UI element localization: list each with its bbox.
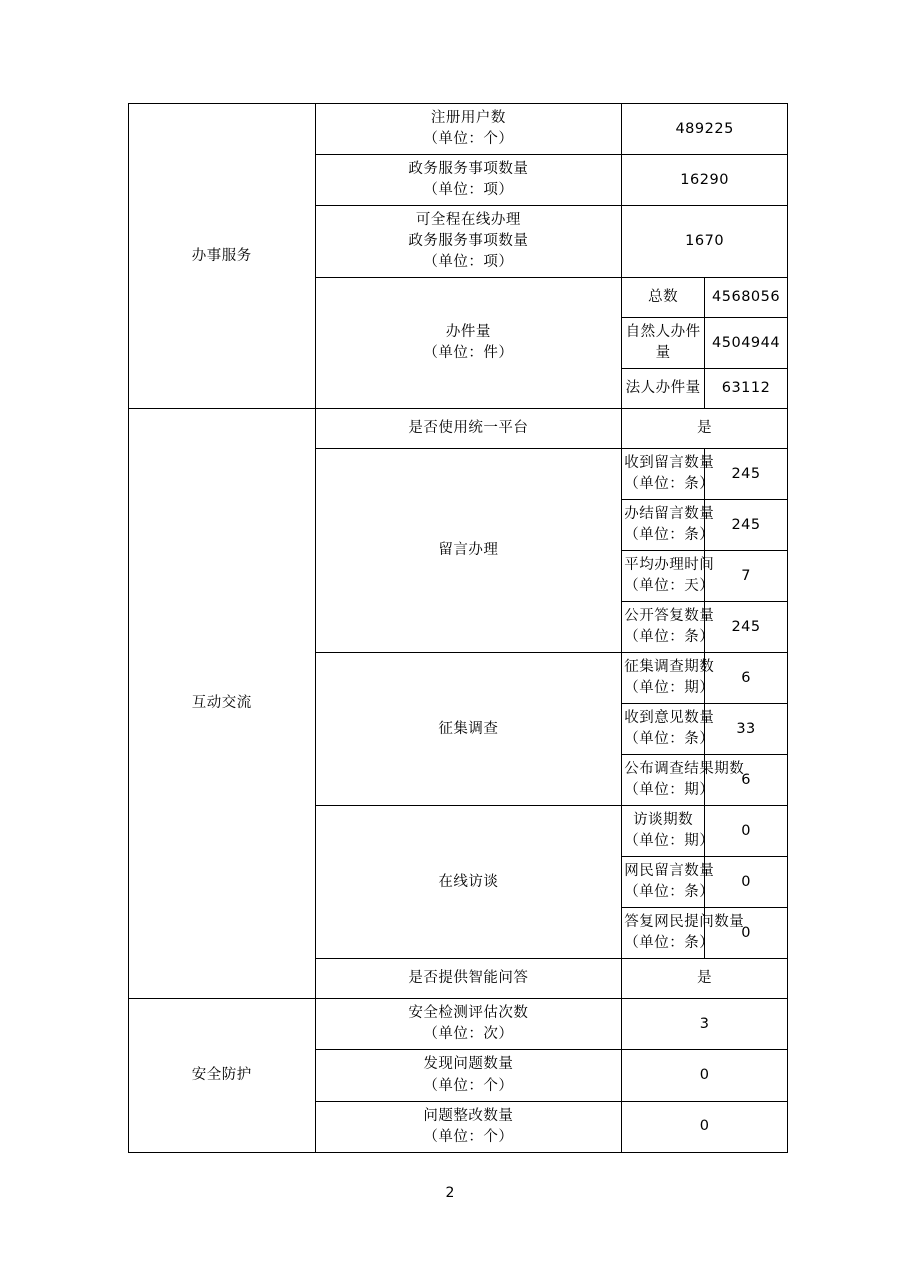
value-cell xyxy=(705,500,788,551)
sub-item-cell-netizen-replies xyxy=(622,908,745,959)
item-cell-unified-platform xyxy=(315,409,622,449)
item-label: 注册用户数 xyxy=(430,110,506,126)
sub-item-cell-natural-person xyxy=(622,318,705,369)
sub-item-label: 网民留言数量 xyxy=(624,863,715,880)
value-cell xyxy=(622,155,788,206)
category-cell-anquanfanghu xyxy=(129,999,316,1152)
item-unit: （单位：次） xyxy=(423,1026,514,1043)
value-cell xyxy=(705,602,788,653)
value-cell xyxy=(705,857,788,908)
item-label: 征集调查 xyxy=(438,720,499,737)
sub-item-cell-public-replies xyxy=(622,602,715,653)
value-text: 16290 xyxy=(680,171,729,188)
value-text: 245 xyxy=(731,618,761,635)
value-cell xyxy=(622,409,788,449)
item-cell-problems-rectified xyxy=(315,1101,622,1152)
sub-item-unit: （单位：条） xyxy=(624,935,715,952)
item-label: 发现问题数量 xyxy=(423,1056,514,1073)
item-label-line2: 政务服务事项数量 xyxy=(408,233,529,250)
government-website-statistics-table xyxy=(128,103,788,1153)
item-unit: （单位：个） xyxy=(423,131,514,148)
value-cell xyxy=(705,369,788,409)
value-cell xyxy=(622,959,788,999)
item-unit: （单位：项） xyxy=(423,254,514,271)
sub-item-cell-total xyxy=(622,278,705,318)
item-unit: （单位：个） xyxy=(423,1077,514,1094)
sub-item-cell-interview-periods xyxy=(622,806,715,857)
item-cell-security-assessments xyxy=(315,999,622,1050)
value-text: 是 xyxy=(697,970,713,987)
value-text: 4504944 xyxy=(712,334,781,351)
sub-item-unit: （单位：期） xyxy=(624,833,715,850)
item-cell-service-matters-count xyxy=(315,155,622,206)
sub-item-unit: （单位：条） xyxy=(624,476,715,493)
sub-item-cell-results-published xyxy=(622,755,745,806)
item-label: 办件量 xyxy=(445,324,491,341)
sub-item-label: 平均办理时间 xyxy=(624,557,715,574)
value-text: 0 xyxy=(741,924,751,941)
value-cell xyxy=(622,999,788,1050)
value-text: 是 xyxy=(697,420,713,437)
sub-item-label: 法人办件量 xyxy=(625,380,701,397)
sub-item-cell-messages-received xyxy=(622,449,715,500)
item-cell-registered-users xyxy=(315,104,622,155)
table-row xyxy=(129,999,788,1050)
sub-item-label: 公开答复数量 xyxy=(624,608,715,625)
item-cell-full-online-matters xyxy=(315,206,622,278)
item-cell-smart-qa xyxy=(315,959,622,999)
sub-item-cell-legal-person xyxy=(622,369,705,409)
sub-item-label: 访谈期数 xyxy=(633,812,694,829)
value-cell xyxy=(622,1101,788,1152)
value-text: 3 xyxy=(699,1015,710,1032)
sub-item-label: 征集调查期数 xyxy=(624,659,715,676)
item-label: 政务服务事项数量 xyxy=(408,161,529,178)
value-text: 63112 xyxy=(721,380,771,397)
sub-item-unit: （单位：期） xyxy=(624,782,715,799)
value-text: 245 xyxy=(731,465,761,482)
item-label: 是否使用统一平台 xyxy=(408,420,529,437)
item-cell-message-handling xyxy=(315,449,622,653)
sub-item-label: 收到意见数量 xyxy=(624,710,715,727)
value-cell xyxy=(705,278,788,318)
sub-item-cell-opinions-received xyxy=(622,704,715,755)
item-label-line1: 可全程在线办理 xyxy=(415,212,521,229)
value-cell xyxy=(705,704,788,755)
category-label: 办事服务 xyxy=(191,247,252,264)
value-cell xyxy=(622,1050,788,1101)
page-number: 2 xyxy=(445,1185,455,1201)
item-label: 安全检测评估次数 xyxy=(408,1005,529,1022)
sub-item-unit: （单位：条） xyxy=(624,731,715,748)
sub-item-unit: （单位：天） xyxy=(624,578,715,595)
value-cell xyxy=(705,806,788,857)
sub-item-cell-average-time xyxy=(622,551,715,602)
item-label: 问题整改数量 xyxy=(423,1107,514,1124)
sub-item-label: 公布调查结果期数 xyxy=(624,761,745,778)
item-cell-handled-volume xyxy=(315,278,622,409)
sub-item-unit: （单位：条） xyxy=(624,527,715,544)
value-cell xyxy=(705,318,788,369)
category-cell-banshifuwu xyxy=(129,104,316,409)
value-text: 0 xyxy=(741,822,751,839)
value-text: 0 xyxy=(699,1066,710,1083)
table-row xyxy=(129,409,788,449)
item-cell-online-interview xyxy=(315,806,622,959)
sub-item-label: 办结留言数量 xyxy=(624,506,715,523)
item-cell-problems-found xyxy=(315,1050,622,1101)
value-text: 4568056 xyxy=(712,289,781,306)
sub-item-unit: （单位：条） xyxy=(624,629,715,646)
item-label: 是否提供智能问答 xyxy=(408,970,529,987)
item-cell-solicitation-survey xyxy=(315,653,622,806)
item-label: 留言办理 xyxy=(438,542,499,559)
category-cell-hudongjiaoliu xyxy=(129,409,316,999)
category-label: 互动交流 xyxy=(191,695,252,712)
sub-item-cell-netizen-messages xyxy=(622,857,715,908)
sub-item-unit: （单位：条） xyxy=(624,884,715,901)
sub-item-label: 答复网民提问数量 xyxy=(624,914,745,931)
value-text: 489225 xyxy=(675,120,734,137)
item-unit: （单位：件） xyxy=(423,345,514,362)
sub-item-unit: （单位：期） xyxy=(624,680,715,697)
sub-item-label: 总数 xyxy=(648,289,679,306)
value-text: 33 xyxy=(736,720,756,737)
item-unit: （单位：项） xyxy=(423,182,514,199)
table-row xyxy=(129,104,788,155)
value-text: 0 xyxy=(741,873,751,890)
category-label: 安全防护 xyxy=(191,1066,252,1083)
value-cell xyxy=(705,551,788,602)
item-unit: （单位：个） xyxy=(423,1128,514,1145)
value-text: 6 xyxy=(741,771,751,788)
sub-item-label: 自然人办件量 xyxy=(625,324,701,362)
sub-item-label: 收到留言数量 xyxy=(624,455,715,472)
value-text: 245 xyxy=(731,516,761,533)
sub-item-cell-survey-periods xyxy=(622,653,715,704)
report-table-container xyxy=(128,103,788,1153)
item-label: 在线访谈 xyxy=(438,873,499,890)
value-text: 1670 xyxy=(685,233,725,250)
sub-item-cell-messages-completed xyxy=(622,500,715,551)
value-cell xyxy=(622,104,788,155)
value-text: 6 xyxy=(741,669,751,686)
value-text: 7 xyxy=(741,567,751,584)
value-cell xyxy=(705,449,788,500)
value-text: 0 xyxy=(699,1118,710,1135)
value-cell xyxy=(705,653,788,704)
value-cell xyxy=(622,206,788,278)
